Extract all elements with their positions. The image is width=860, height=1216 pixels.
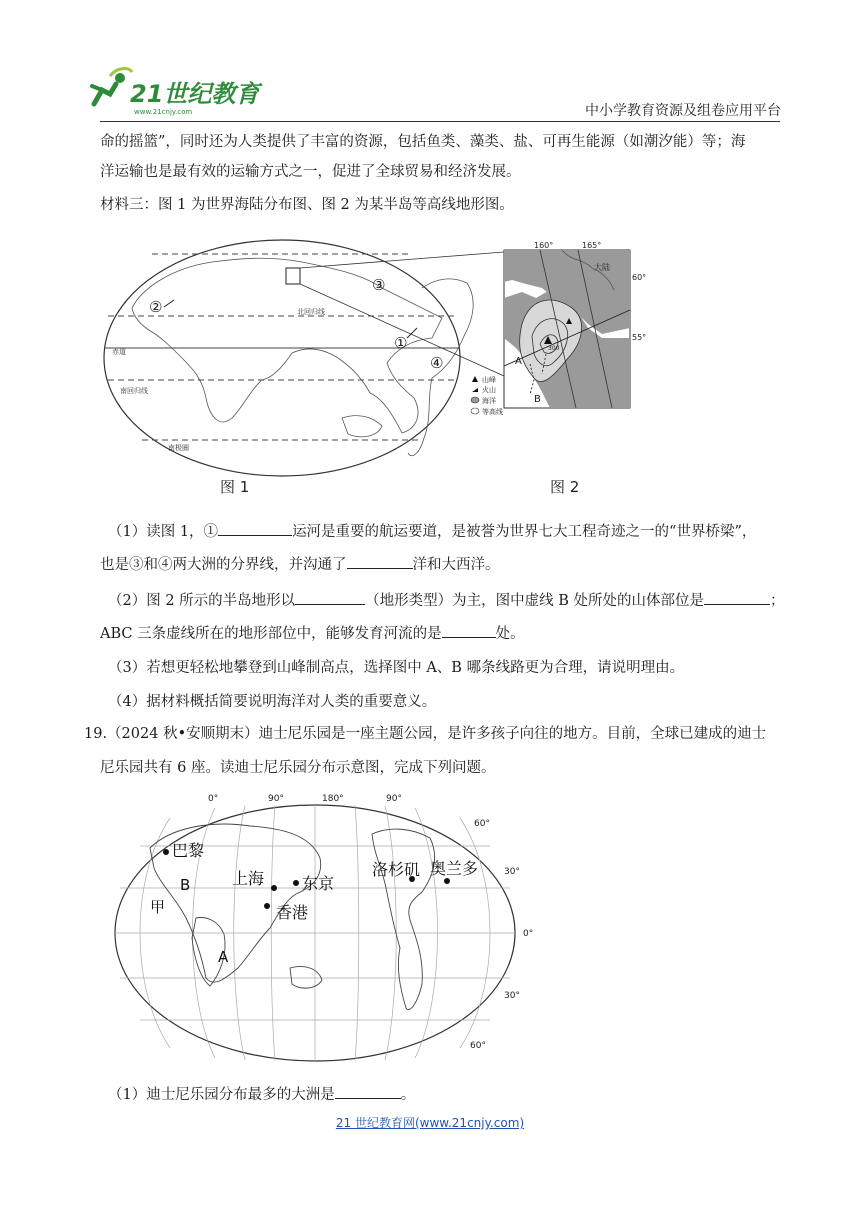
tokyo-dot	[293, 880, 299, 886]
contour-icon	[471, 408, 479, 414]
peak-icon	[472, 376, 478, 382]
runner-logo-icon	[92, 69, 132, 104]
disney-distribution-map	[110, 788, 534, 1070]
q1-line-2: 也是③和④两大洲的分界线，并沟通了 洋和大西洋。	[100, 553, 500, 574]
mark-a: A	[218, 948, 229, 966]
marker-2: ②	[149, 298, 163, 316]
paris-label: 巴黎	[172, 841, 205, 860]
orlando-dot	[444, 878, 450, 884]
figure-2-legend	[471, 375, 503, 416]
q3: （3）若想更轻松地攀登到山峰制高点，选择图中 A、B 哪条线路更为合理，请说明理由。	[108, 660, 685, 676]
lon-90w-label: 90°	[386, 794, 402, 804]
point-b-label: B	[534, 394, 541, 405]
world-map-figure-1	[104, 240, 504, 476]
tokyo-label: 东京	[302, 874, 335, 893]
lat-30s-label: 30°	[504, 991, 520, 1001]
body-line-1: 命的摇篮”，同时还为人类提供了丰富的资源，包括鱼类、藻类、盐、可再生能源（如潮汐能）等；海	[100, 134, 746, 150]
lon-165-label: 165°	[582, 241, 602, 250]
q2-line-2: ABC 三条虚线所在的地形部位中，能够发育河流的是 处。	[100, 622, 525, 643]
logo-text: 21世纪教育	[130, 80, 260, 108]
volcano-icon	[472, 388, 478, 392]
site-logo	[80, 60, 260, 118]
mark-b: B	[180, 876, 191, 894]
peninsula-contour-figure-2	[471, 241, 646, 416]
lat-60n-label: 60°	[474, 819, 490, 829]
q4: （4）据材料概括简要说明海洋对人类的重要意义。	[108, 694, 437, 710]
platform-name: 中小学教育资源及组卷应用平台	[585, 103, 781, 119]
south-tropic-label: 南回归线	[120, 387, 148, 395]
lat-55-label: 55°	[632, 333, 647, 342]
marker-1: ①	[394, 334, 408, 352]
lon-0-label: 0°	[208, 794, 219, 804]
logo-url: www.21cnjy.com	[134, 108, 193, 116]
q1-blank-1[interactable]	[218, 521, 292, 536]
mark-jia: 甲	[150, 898, 166, 916]
q2-blank-1[interactable]	[295, 590, 365, 605]
equator-label: 赤道	[112, 348, 126, 356]
q1-line-1: （1）读图 1，① 运河是重要的航运要道，是被誉为世界七大工程奇迹之一的“世界桥梁”，	[108, 520, 756, 541]
figure-1-2	[102, 228, 648, 500]
q2-line-1: （2）图 2 所示的半岛地形以 （地形类型）为主，图中虚线 B 处所处的山体部位是 ；	[108, 589, 785, 610]
shanghai-label: 上海	[232, 869, 265, 888]
lon-160-label: 160°	[534, 241, 554, 250]
q2-blank-3[interactable]	[442, 623, 496, 638]
contour-300-label: 300	[548, 345, 560, 352]
body-line-2: 洋运输也是最有效的运输方式之一，促进了全球贸易和经济发展。	[100, 164, 521, 180]
header-divider	[100, 121, 780, 122]
lat-30n-label: 30°	[504, 867, 520, 877]
north-tropic-label: 北回归线	[297, 308, 325, 316]
legend-volcano: 火山	[482, 386, 496, 394]
losangeles-label: 洛杉矶	[372, 860, 421, 879]
point-a-label: A	[515, 356, 522, 367]
lat-0-label: 0°	[523, 929, 534, 939]
paris-dot	[163, 849, 169, 855]
south-polar-label: 南极圈	[168, 444, 189, 452]
hongkong-label: 香港	[276, 903, 309, 922]
orlando-label: 奥兰多	[430, 859, 479, 878]
lat-60-label: 60°	[632, 273, 647, 282]
continent-label: 大陆	[594, 263, 610, 272]
hongkong-dot	[264, 903, 270, 909]
material-3: 材料三：图 1 为世界海陆分布图、图 2 为某半岛等高线地形图。	[100, 197, 514, 213]
shanghai-dot	[271, 885, 277, 891]
lat-60s-label: 60°	[470, 1041, 486, 1051]
lon-90e-label: 90°	[268, 794, 284, 804]
q19-1-blank[interactable]	[335, 1084, 401, 1099]
legend-ocean: 海洋	[482, 397, 496, 405]
figure-1-caption: 图 1	[220, 478, 250, 496]
legend-contour: 等高线	[482, 408, 503, 416]
marker-3: ③	[372, 276, 386, 294]
q19-1: （1）迪士尼乐园分布最多的大洲是 。	[108, 1083, 415, 1104]
ocean-icon	[471, 397, 479, 403]
lon-180-label: 180°	[322, 794, 344, 804]
footer-link[interactable]: 21 世纪教育网(www.21cnjy.com)	[335, 1116, 525, 1130]
marker-4: ④	[430, 354, 444, 372]
q2-blank-2[interactable]	[704, 590, 770, 605]
q19-line-1: 19.（2024 秋•安顺期末）迪士尼乐园是一座主题公园，是许多孩子向往的地方。目前，全球已建成的迪士	[84, 726, 767, 742]
q1-blank-2[interactable]	[347, 554, 413, 569]
q19-line-2: 尼乐园共有 6 座。读迪士尼乐园分布示意图，完成下列问题。	[100, 760, 496, 776]
figure-2-caption: 图 2	[550, 478, 580, 496]
legend-peak: 山峰	[482, 376, 496, 384]
